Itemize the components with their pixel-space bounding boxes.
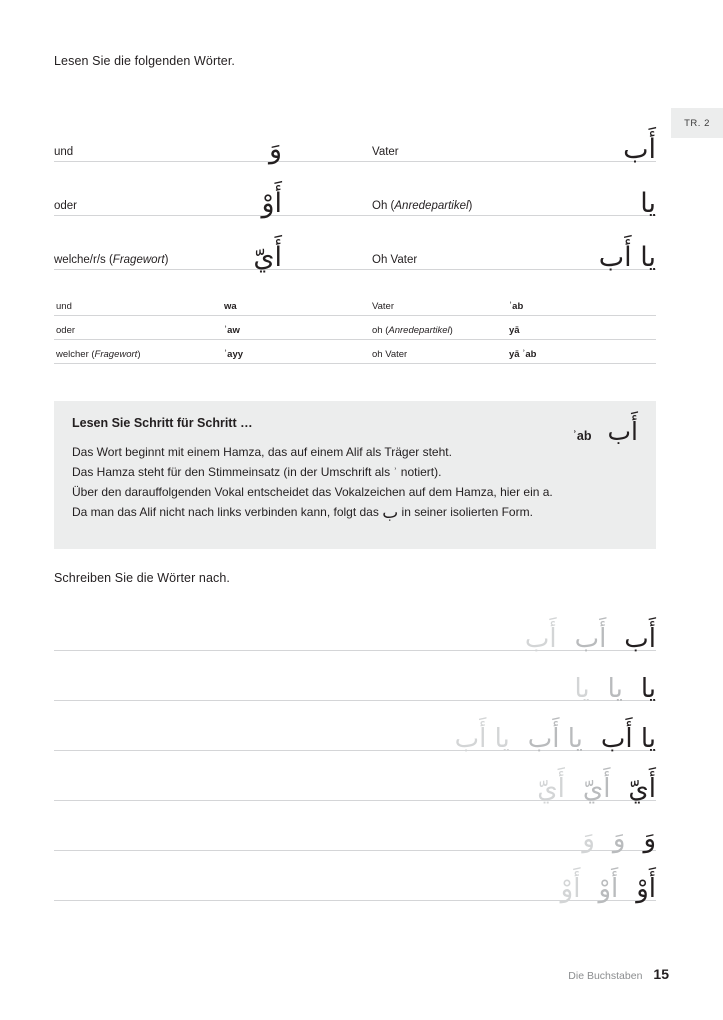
arabic-word-left: أَوْ: [261, 188, 282, 219]
table-row: [54, 216, 656, 273]
arabic-inline-letter: ب: [382, 503, 399, 523]
gloss-left: und: [54, 146, 74, 158]
gloss-text-end: ): [468, 200, 473, 212]
practice-word-mid: أَوْ: [598, 874, 619, 904]
step-box-title: Lesen Sie Schritt für Schritt …: [72, 416, 253, 430]
arabic-word-left: وَ: [268, 134, 282, 165]
translit-left: wa: [224, 301, 237, 312]
gloss-emphasis: Fragewort: [94, 349, 138, 360]
gloss-right: [372, 325, 453, 336]
gloss-emphasis: Anredepartikel: [394, 200, 469, 212]
arabic-word-right: يا: [640, 188, 656, 219]
practice-word-dark: وَ: [643, 824, 656, 854]
gloss-text: welcher (: [56, 349, 95, 360]
practice-word-dark: أَيّ: [628, 774, 656, 804]
instruction-write: Schreiben Sie die Wörter nach.: [54, 571, 231, 585]
practice-models: [574, 676, 656, 702]
practice-word-mid: وَ: [612, 824, 626, 854]
step-box-line: Das Wort beginnt mit einem Hamza, das auf einem Alif als Träger steht.: [72, 445, 452, 459]
transliteration-table: [54, 292, 656, 364]
practice-word-dark: يا: [640, 674, 656, 704]
audio-track-label: TR. 2: [684, 117, 710, 129]
translit-left: ʾayy: [224, 349, 244, 360]
footer-chapter: Die Buchstaben: [568, 970, 643, 982]
headword-arabic: أَب: [607, 417, 638, 446]
step-box-line-text-end: in seiner isolierten Form.: [398, 505, 533, 519]
practice-word-dark: يا أَب: [600, 724, 656, 754]
table-row: [54, 316, 656, 340]
step-box-line: Über den darauffolgenden Vokal entscheidet das Vokalzeichen auf dem Hamza, hier ein a.: [72, 485, 553, 499]
practice-word-light: أَب: [524, 624, 557, 654]
gloss-emphasis: Fragewort: [112, 254, 165, 266]
practice-line[interactable]: [54, 701, 656, 754]
arabic-word-right: أَب: [623, 134, 656, 165]
gloss-left: [54, 254, 168, 266]
gloss-text-end: ): [164, 254, 169, 266]
practice-word-light: أَوْ: [560, 874, 581, 904]
translit-left: ʾaw: [224, 325, 240, 336]
practice-word-mid: أَيّ: [582, 774, 611, 804]
practice-word-light: يا: [574, 674, 590, 704]
step-by-step-box: [54, 401, 656, 549]
step-box-line: Das Hamza steht für den Stimmeinsatz (in der Umschrift als ʾ notiert).: [72, 465, 442, 479]
practice-line[interactable]: [54, 601, 656, 654]
writing-practice-area: [54, 601, 656, 904]
practice-models: [537, 776, 656, 802]
step-box-line: [72, 502, 638, 523]
practice-models: [582, 826, 656, 852]
gloss-text-end: ): [137, 349, 141, 360]
gloss-left: und: [56, 301, 72, 312]
practice-word-mid: أَب: [574, 624, 607, 654]
table-row: [54, 108, 656, 165]
gloss-right: Vater: [372, 146, 399, 158]
gloss-left: [56, 349, 140, 360]
instruction-read: Lesen Sie die folgenden Wörter.: [54, 54, 235, 68]
audio-track-badge: [671, 108, 723, 138]
arabic-word-left: أَيّ: [253, 242, 282, 273]
practice-models: [525, 626, 656, 652]
step-box-line-text: Da man das Alif nicht nach links verbinden kann, folgt das: [72, 505, 383, 519]
gloss-right: Vater: [372, 301, 395, 312]
translit-right: ʾab: [509, 301, 524, 312]
translit-right: yā ʾab: [509, 349, 537, 360]
table-row: [54, 162, 656, 219]
step-box-headword: [573, 419, 638, 444]
footer-page-number: 15: [653, 966, 669, 982]
table-row: [54, 340, 656, 364]
practice-line[interactable]: [54, 801, 656, 854]
practice-line[interactable]: [54, 651, 656, 704]
gloss-text: oh (: [372, 325, 389, 336]
gloss-left: oder: [56, 325, 76, 336]
practice-line[interactable]: [54, 751, 656, 804]
arabic-word-right: يا أَب: [598, 242, 656, 273]
table-row: [54, 292, 656, 316]
page-footer: [568, 966, 669, 982]
reading-table: [54, 108, 656, 273]
practice-word-mid: يا أَب: [527, 724, 583, 754]
practice-word-light: يا أَب: [454, 724, 510, 754]
practice-word-dark: أَوْ: [636, 874, 656, 904]
practice-models: [455, 726, 656, 752]
gloss-right: oh Vater: [372, 349, 408, 360]
translit-right: yā: [509, 325, 520, 336]
gloss-text: welche/r/s (: [54, 254, 113, 266]
practice-word-light: أَيّ: [537, 774, 565, 804]
gloss-right: [372, 200, 472, 212]
gloss-left: oder: [54, 200, 78, 212]
practice-line[interactable]: [54, 851, 656, 904]
headword-transliteration: ʾab: [572, 429, 592, 443]
gloss-text-end: ): [449, 325, 453, 336]
gloss-right: Oh Vater: [372, 254, 418, 266]
practice-word-dark: أَب: [624, 624, 656, 654]
practice-models: [561, 876, 656, 902]
practice-word-light: وَ: [582, 824, 595, 854]
gloss-emphasis: Anredepartikel: [388, 325, 450, 336]
gloss-text: Oh (: [372, 200, 395, 212]
practice-word-mid: يا: [607, 674, 623, 704]
